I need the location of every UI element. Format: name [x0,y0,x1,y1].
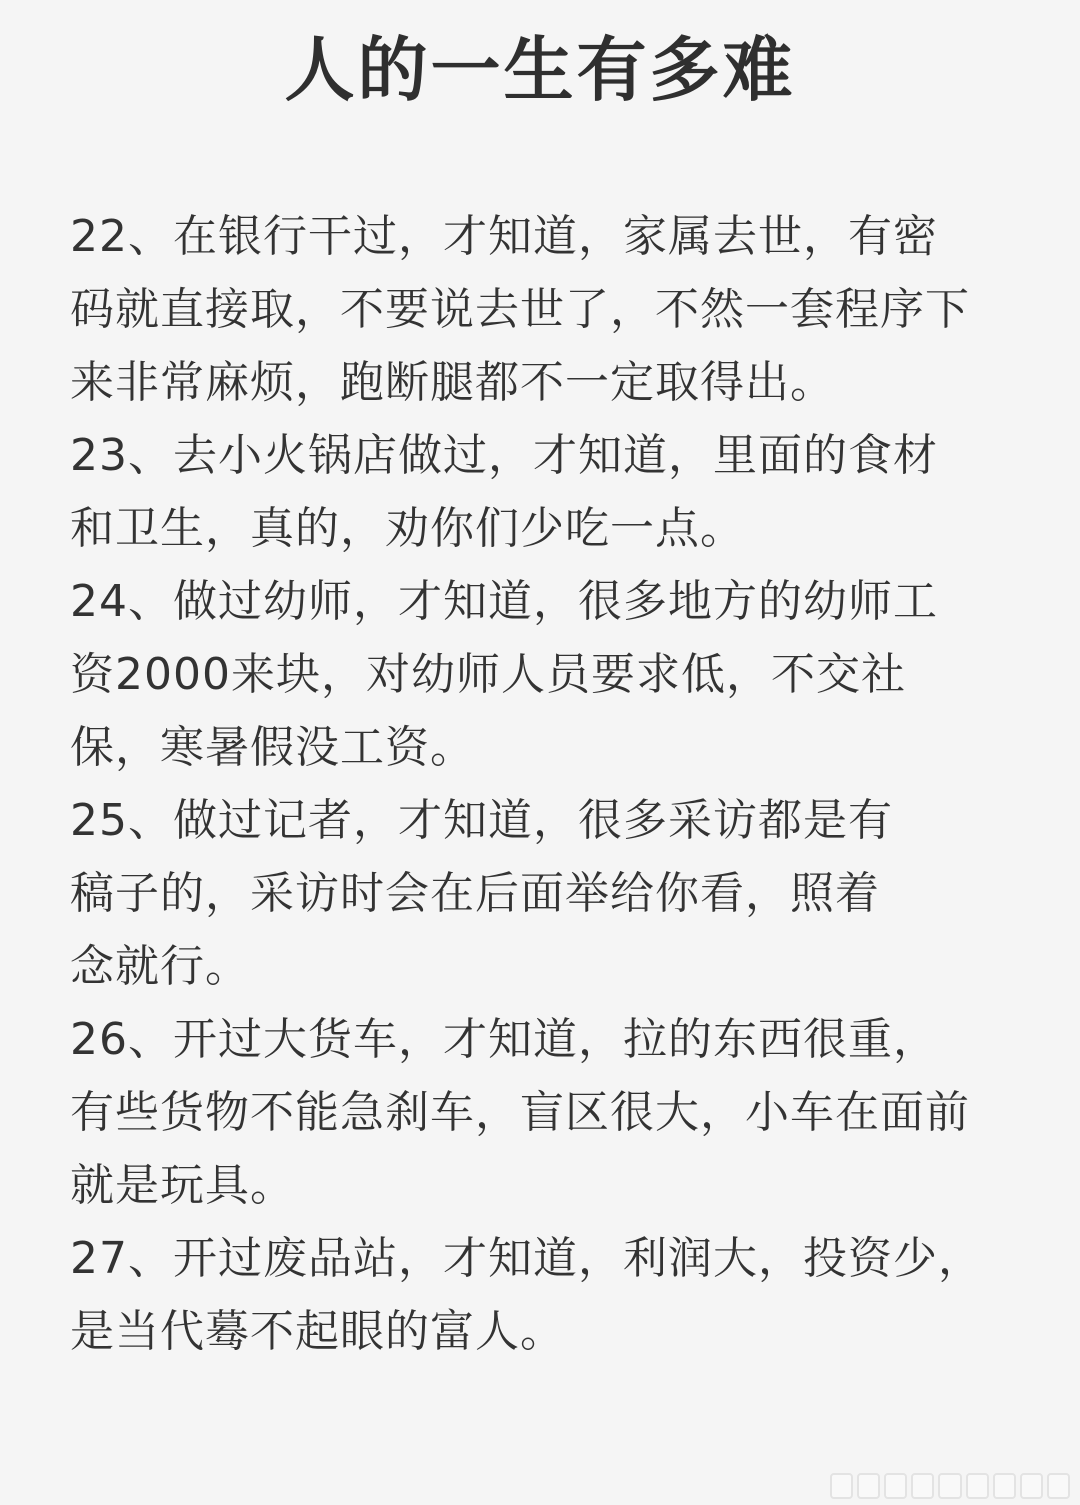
text-line: 是当代蓦不起眼的富人。 [70,1306,565,1357]
text-line: 26、开过大货车，才知道，拉的东西很重， [70,1014,938,1065]
text-line: 就是玩具。 [70,1160,295,1211]
watermark-block [857,1473,880,1499]
text-line: 念就行。 [70,941,250,992]
text-line: 资2000来块，对幼师人员要求低，不交社 [70,649,906,700]
watermark-block [1047,1473,1070,1499]
watermark-block [966,1473,989,1499]
text-line: 22、在银行干过，才知道，家属去世，有密 [70,211,938,262]
watermark-block [884,1473,907,1499]
text-line: 有些货物不能急刹车，盲区很大，小车在面前 [70,1087,970,1138]
watermark-block [830,1473,853,1499]
watermark-block [1020,1473,1043,1499]
article-body [70,200,1015,1368]
text-line: 来非常麻烦，跑断腿都不一定取得出。 [70,357,835,408]
text-line: 25、做过记者，才知道，很多采访都是有 [70,795,893,846]
watermark [830,1473,1070,1499]
text-line: 23、去小火锅店做过，才知道，里面的食材 [70,430,938,481]
watermark-block [938,1473,961,1499]
text-line: 27、开过废品站，才知道，利润大，投资少， [70,1233,983,1284]
text-line: 24、做过幼师，才知道，很多地方的幼师工 [70,576,938,627]
text-line: 和卫生，真的，劝你们少吃一点。 [70,503,745,554]
watermark-block [911,1473,934,1499]
page-title: 人的一生有多难 [284,29,796,111]
text-line: 稿子的，采访时会在后面举给你看，照着 [70,868,880,919]
text-line: 保，寒暑假没工资。 [70,722,475,773]
text-line: 码就直接取，不要说去世了，不然一套程序下 [70,284,970,335]
watermark-block [993,1473,1016,1499]
